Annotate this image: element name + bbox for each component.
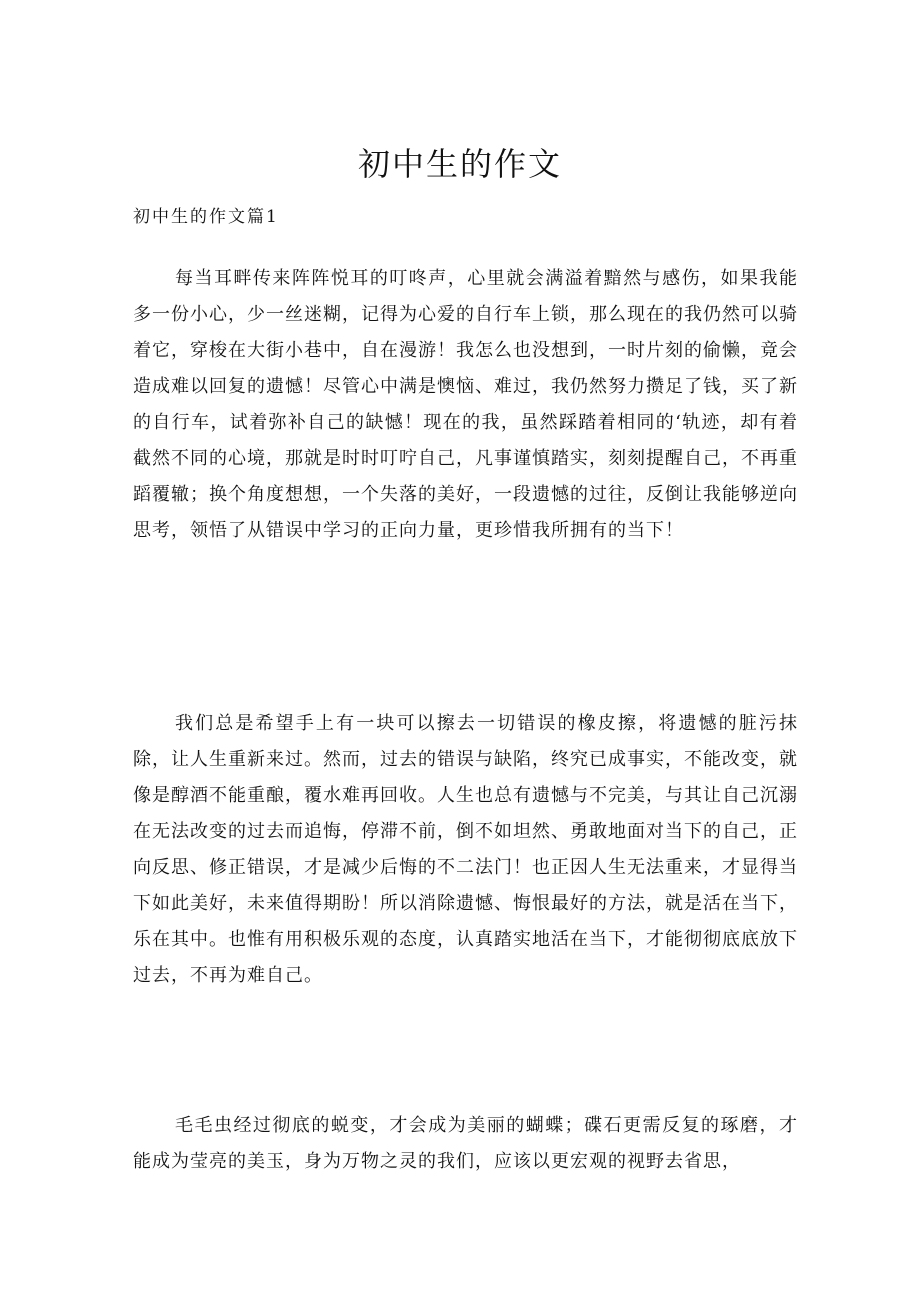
paragraph-2: 我们总是希望手上有一块可以擦去一切错误的橡皮擦，将遗憾的脏污抹除，让人生重新来过。然而，过去的错误与缺陷，终究已成事实，不能改变，就像是醇酒不能重酿，覆水难再回收。人生也总有遗憾与不完美，与其让自己沉溺在无法改变的过去而追悔，停滞不前，倒不如坦然、勇敢地面对当下的自己，正向反思、修正错误，才是减少后悔的不二法门！也正因人生无法重来，才显得当下如此美好，未来值得期盼！所以消除遗憾、悔恨最好的方法，就是活在当下，乐在其中。也惟有用积极乐观的态度，认真踏实地活在当下，才能彻彻底底放下过去，不再为难自己。 xyxy=(133,713,798,986)
document-title: 初中生的作文 xyxy=(357,145,562,183)
paragraph-3: 毛毛虫经过彻底的蜕变，才会成为美丽的蝴蝶；碟石更需反复的琢磨，才能成为莹亮的美玉，身为万物之灵的我们，应该以更宏观的视野去省思， xyxy=(133,1115,798,1172)
paragraph-1: 每当耳畔传来阵阵悦耳的叮咚声，心里就会满溢着黯然与感伤，如果我能多一份小心，少一丝迷糊，记得为心爱的自行车上锁，那么现在的我仍然可以骑着它，穿梭在大街小巷中，自在漫游！我怎么也没想到，一时片刻的偷懒，竟会造成难以回复的遗憾！尽管心中满是懊恼、难过，我仍然努力攒足了钱，买了新的自行车，试着弥补自己的缺憾！现在的我，虽然踩踏着相同的‘轨迹，却有着截然不同的心境，那就是时时叮咛自己，凡事谨慎踏实，刻刻提醒自己，不再重蹈覆辙；换个角度想想，一个失落的美好，一段遗憾的过往，反倒让我能够逆向思考，领悟了从错误中学习的正向力量，更珍惜我所拥有的当下！ xyxy=(133,268,798,541)
section-heading: 初中生的作文篇1 xyxy=(133,207,279,227)
